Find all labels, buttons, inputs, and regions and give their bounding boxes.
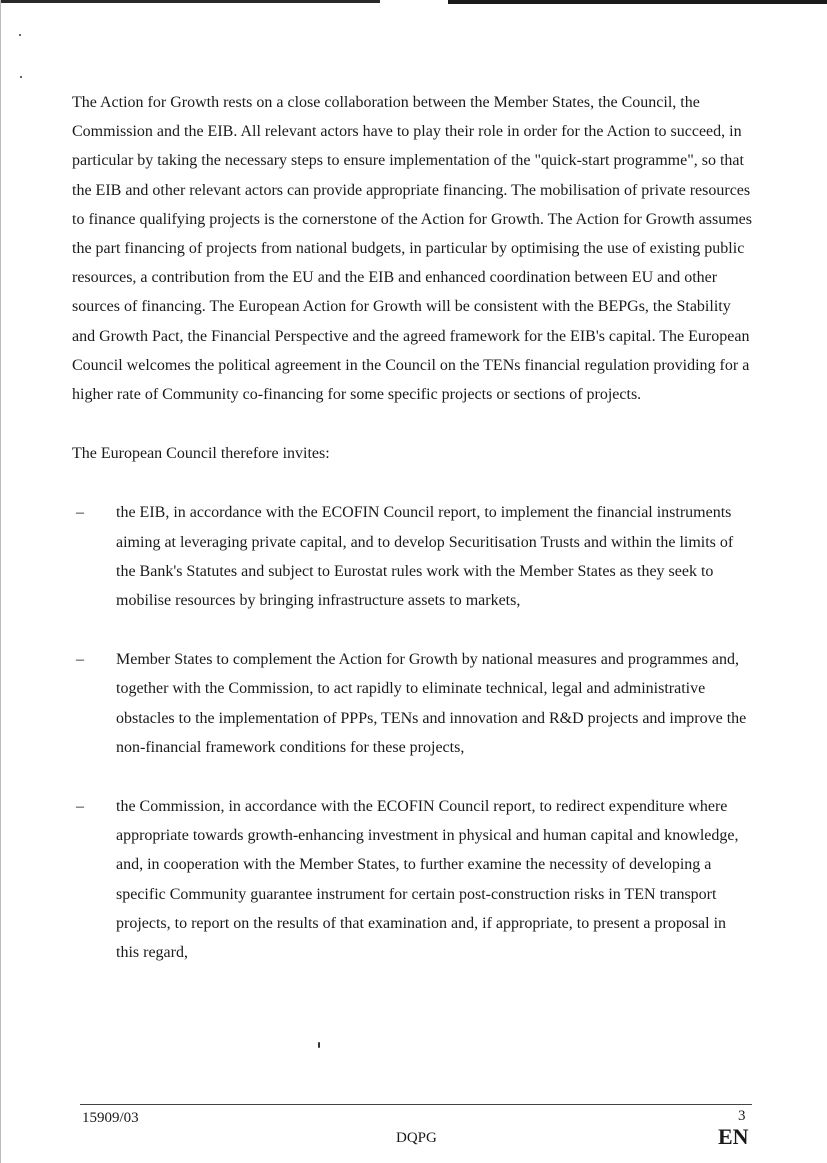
invitation-intro: The European Council therefore invites:: [72, 445, 330, 463]
footer-rule: [80, 1104, 752, 1105]
list-item: [72, 645, 752, 762]
list-item-text: the Commission, in accordance with the ECOFIN Council report, to redirect expenditure where appropriate towards growth-enhancing investment in physical and human capital and knowledge, and, in cooperation with the Member States, to further examine the necessity of developing a specific Community guarantee instrument for certain post-construction risks in TEN transport projects, to report on the results of that examination and, if appropriate, to present a proposal in this regard,: [116, 798, 739, 962]
document-body: [72, 88, 752, 997]
top-rule-left: [0, 0, 380, 3]
language-code: EN: [718, 1124, 749, 1149]
scan-speck: [20, 76, 22, 78]
page-left-edge: [0, 0, 1, 1163]
list-item: [72, 498, 752, 615]
bullet-dash: –: [76, 504, 84, 522]
scan-speck: [19, 34, 21, 36]
document-reference: 15909/03: [82, 1110, 139, 1126]
list-item-text: the EIB, in accordance with the ECOFIN Council report, to implement the financial instruments aiming at leveraging private capital, and to develop Securitisation Trusts and within the limits of the Bank's Statutes and subject to Eurostat rules work with the Member States as they seek to mobilise resources by bringing infrastructure assets to markets,: [116, 504, 734, 610]
body-paragraph: The Action for Growth rests on a close collaboration between the Member States, the Council, the Commission and the EIB. All relevant actors have to play their role in order for the Action to succeed, in particular by taking the necessary steps to ensure implementation of the "quick-start programme", so that the EIB and other relevant actors can provide appropriate financing. The mobilisation of private resources to finance qualifying projects is the cornerstone of the Action for Growth. The Action for Growth assumes the part financing of projects from national budgets, in particular by optimising the use of existing public resources, a contribution from the EU and the EIB and enhanced coordination between EU and other sources of financing. The European Action for Growth will be consistent with the BEPGs, the Stability and Growth Pact, the Financial Perspective and the agreed framework for the EIB's capital. The European Council welcomes the political agreement in the Council on the TENs financial regulation providing for a higher rate of Community co-financing for some specific projects or sections of projects.: [72, 94, 752, 404]
bullet-dash: –: [76, 798, 84, 816]
list-item-text: Member States to complement the Action for Growth by national measures and programmes and, together with the Commission, to act rapidly to eliminate technical, legal and administrative obstacles to the implementation of PPPs, TENs and innovation and R&D projects and improve the non-financial framework conditions for these projects,: [116, 651, 747, 756]
list-item: [72, 792, 752, 967]
page-number: 3: [738, 1108, 746, 1124]
bullet-dash: –: [76, 651, 84, 669]
top-rule-right: [448, 0, 827, 4]
invitation-list: [72, 498, 752, 967]
department-code: DQPG: [396, 1130, 437, 1146]
scan-speck: [318, 1042, 320, 1048]
